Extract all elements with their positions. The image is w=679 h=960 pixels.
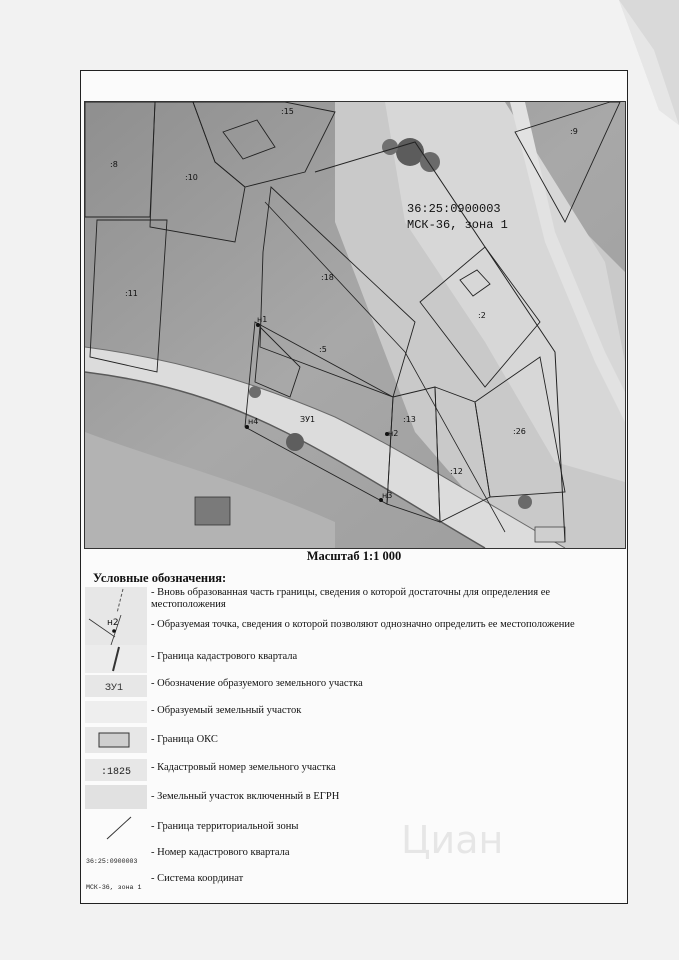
tree-cluster bbox=[382, 139, 398, 155]
coord-system-label: МСК-36, зона 1 bbox=[407, 218, 508, 232]
legend-text: - Обозначение образуемого земельного участка bbox=[151, 678, 363, 689]
tree-cluster bbox=[286, 433, 304, 451]
parcel-label: :26 bbox=[513, 427, 526, 436]
parcel-label: :15 bbox=[281, 107, 294, 116]
point-label: н2 bbox=[388, 429, 399, 438]
building bbox=[535, 527, 565, 542]
legend-text: - Граница кадастрового квартала bbox=[151, 651, 298, 662]
parcel-label: :5 bbox=[319, 345, 327, 354]
legend-text: - Кадастровый номер земельного участка bbox=[151, 762, 336, 773]
legend-item-quarter-boundary bbox=[85, 645, 625, 673]
parcel-label: ЗУ1 bbox=[300, 415, 316, 424]
point-label: н4 bbox=[248, 417, 259, 426]
legend-item-parcel-designation bbox=[85, 673, 625, 699]
legend-item-new-boundary bbox=[85, 587, 625, 615]
parcel-label: :10 bbox=[185, 173, 198, 182]
legend-item-coord-system bbox=[85, 869, 625, 897]
watermark-text: Циан bbox=[401, 818, 504, 862]
tree-cluster bbox=[420, 152, 440, 172]
quarter-boundary-symbol bbox=[85, 645, 147, 673]
quarter-number-label: 36:25:0900003 bbox=[86, 858, 138, 865]
parcel-label: :12 bbox=[450, 467, 463, 476]
coord-system-symbol bbox=[85, 869, 147, 897]
legend-title: Условные обозначения: bbox=[93, 571, 227, 585]
cadastral-number-symbol bbox=[85, 759, 147, 781]
tree-cluster bbox=[396, 138, 424, 166]
building bbox=[195, 497, 230, 525]
legend-item-oks-boundary bbox=[85, 727, 625, 753]
legend-item-egrn-parcel bbox=[85, 785, 625, 811]
zone-boundary-symbol bbox=[85, 813, 147, 841]
parcel-label: :2 bbox=[478, 311, 486, 320]
tree-cluster bbox=[249, 386, 261, 398]
quarter-code-label: 36:25:0900003 bbox=[407, 202, 501, 216]
parcel-label: :9 bbox=[570, 127, 578, 136]
point-label: н3 bbox=[382, 491, 393, 500]
parcel-label: :11 bbox=[125, 289, 138, 298]
legend-text: - Система координат bbox=[151, 873, 244, 884]
new-parcel-symbol bbox=[85, 701, 147, 723]
watermark bbox=[401, 811, 621, 871]
point-symbol bbox=[85, 615, 147, 645]
legend-item-new-parcel bbox=[85, 701, 625, 725]
legend-item-point bbox=[85, 615, 625, 645]
legend-text: - Земельный участок включенный в ЕГРН bbox=[151, 791, 340, 802]
oks-boundary-symbol bbox=[85, 727, 147, 753]
parcel-label: :8 bbox=[110, 160, 118, 169]
legend-text: - Вновь образованная часть границы, сведения о которой достаточны для определения ее местоположения bbox=[151, 587, 551, 610]
coord-system-label: МСК-36, зона 1 bbox=[86, 884, 142, 891]
legend-text: - Граница ОКС bbox=[151, 734, 218, 745]
parcel-label: :13 bbox=[403, 415, 416, 424]
parcel-designation-symbol bbox=[85, 675, 147, 697]
egrn-parcel-symbol bbox=[85, 785, 147, 809]
legend-text: - Образуемый земельный участок bbox=[151, 705, 302, 716]
legend-text: - Граница территориальной зоны bbox=[151, 821, 299, 832]
new-boundary-symbol bbox=[85, 587, 147, 615]
point-symbol-label: н2 bbox=[107, 618, 119, 628]
parcel-designation-label: ЗУ1 bbox=[105, 683, 124, 694]
document-sheet bbox=[80, 70, 628, 904]
quarter-number-symbol bbox=[85, 843, 147, 869]
cadastral-map[interactable] bbox=[84, 101, 626, 549]
legend-text: - Образуемая точка, сведения о которой позволяют однозначно определить ее местоположение bbox=[151, 619, 575, 630]
tree-cluster bbox=[518, 495, 532, 509]
legend-text: - Номер кадастрового квартала bbox=[151, 847, 290, 858]
map-scale: Масштаб 1:1 000 bbox=[306, 549, 402, 563]
legend-item-cadastral-number bbox=[85, 757, 625, 783]
point-label: н1 bbox=[257, 315, 268, 324]
cadastral-number-label: :1825 bbox=[101, 767, 132, 778]
parcel-label: :18 bbox=[321, 273, 334, 282]
